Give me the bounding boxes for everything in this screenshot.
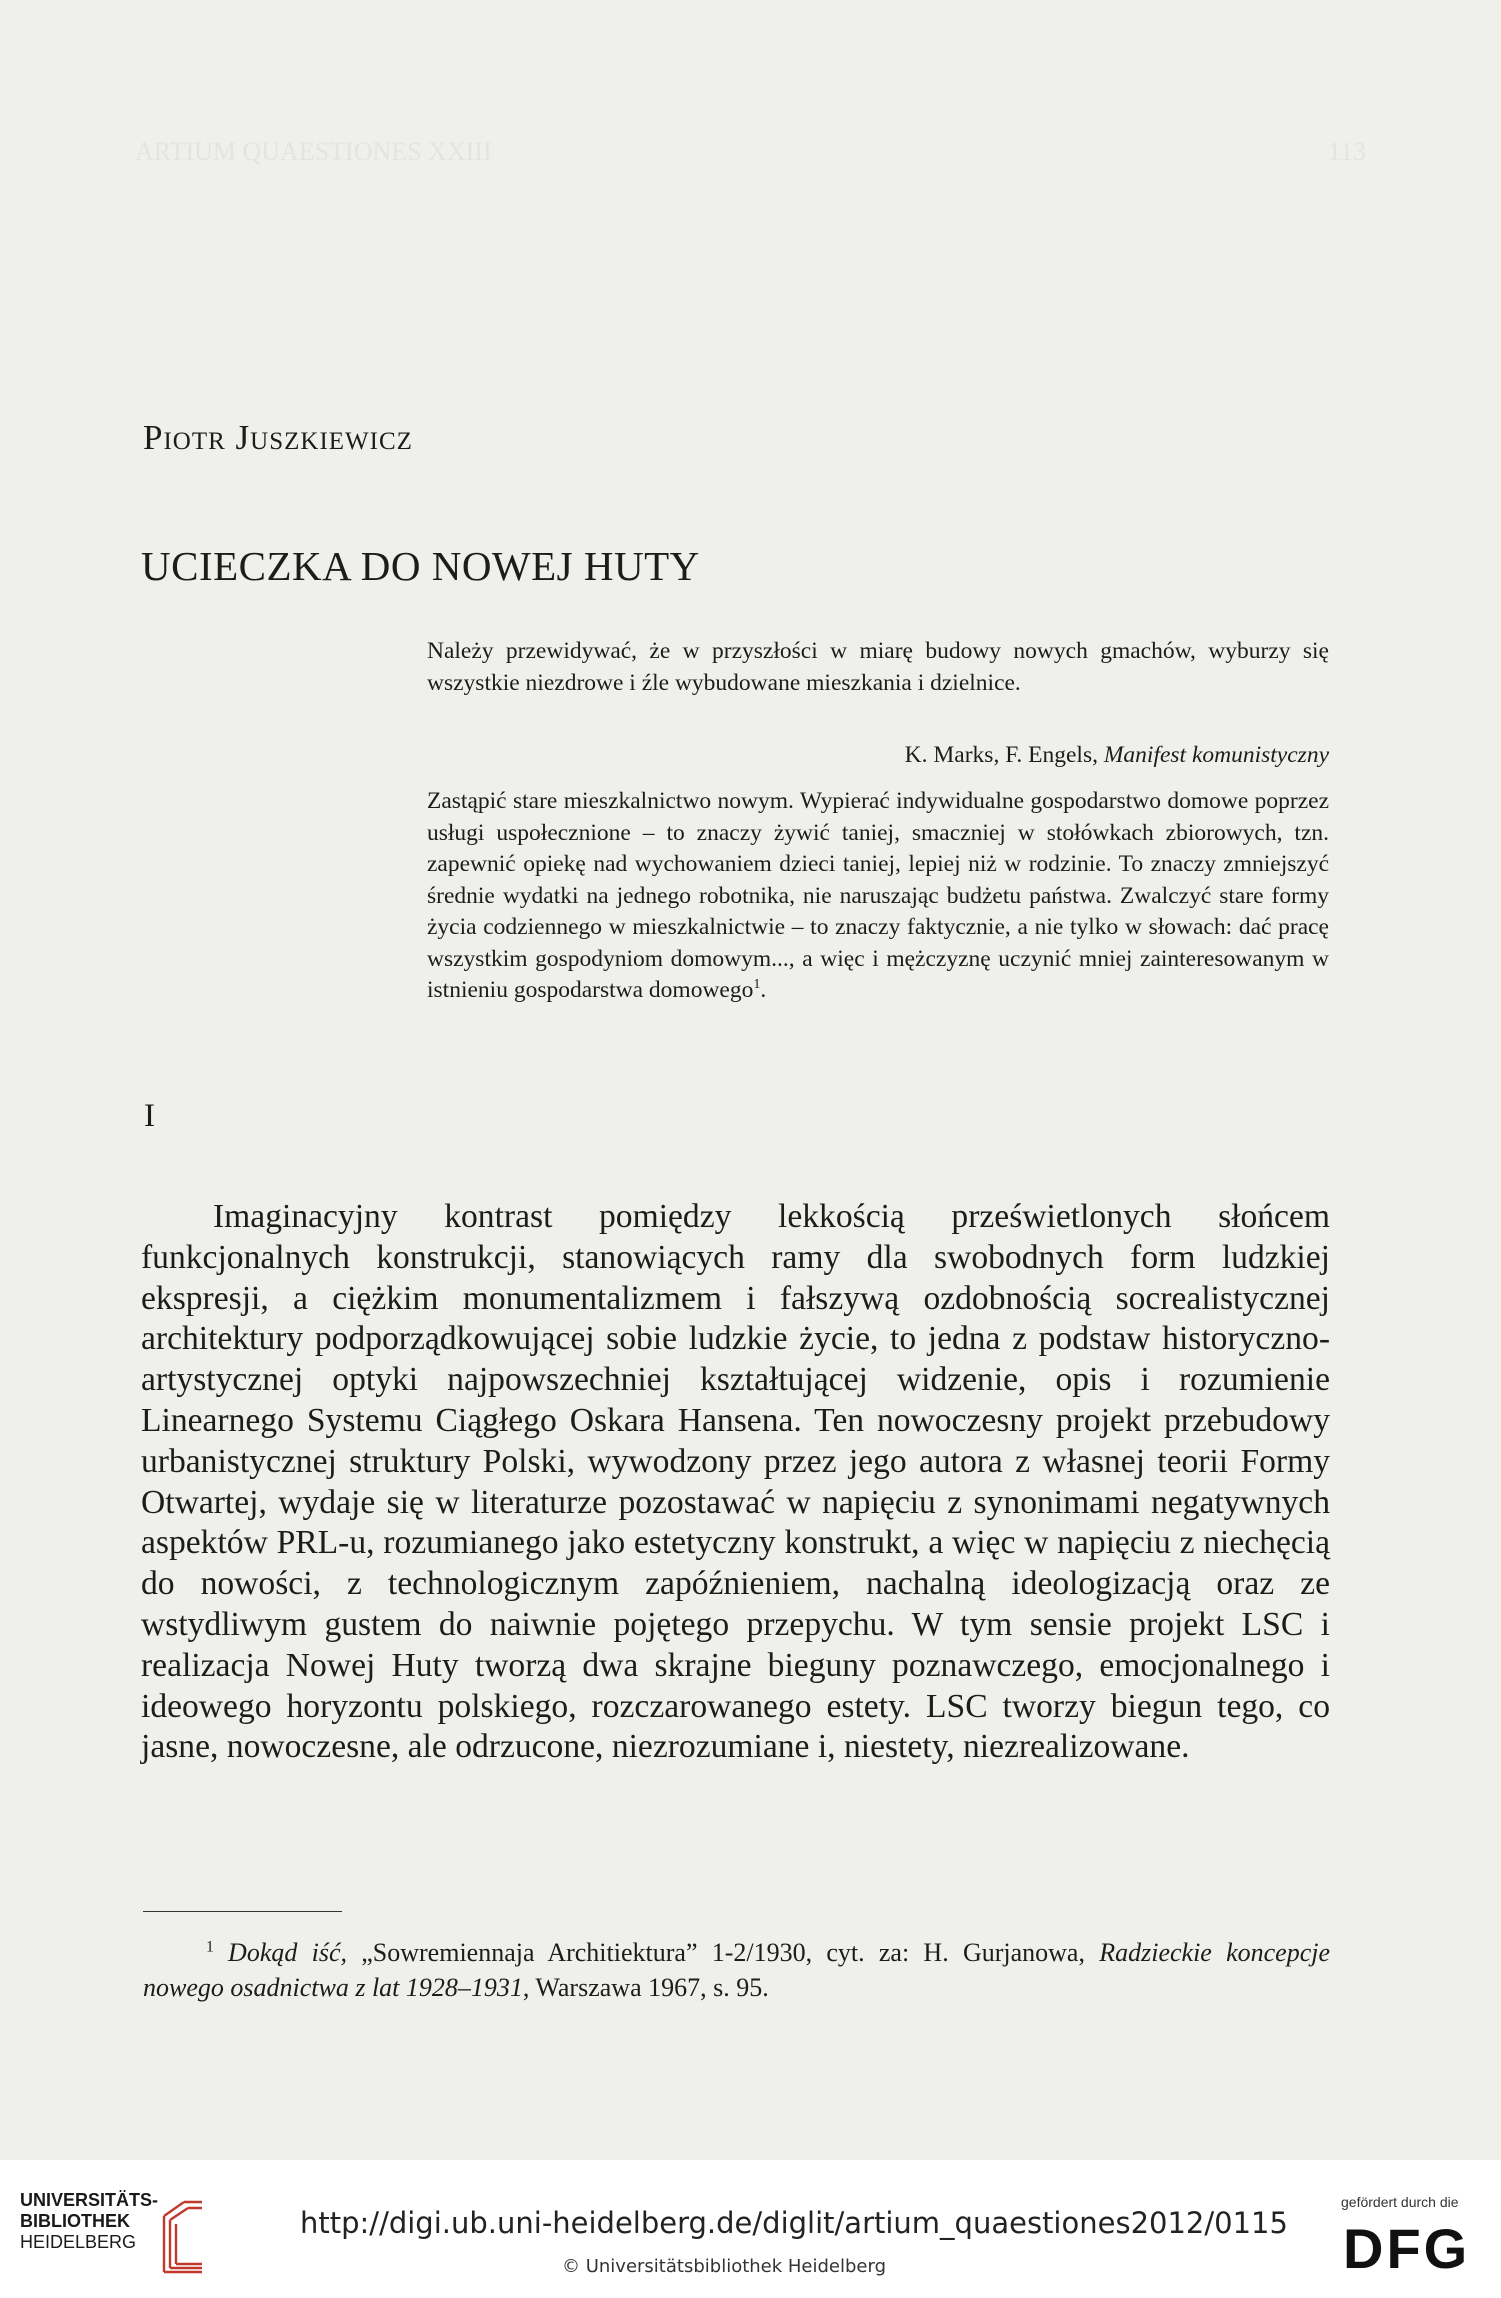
dfg-logo[interactable]: DFG	[1343, 2217, 1471, 2280]
motto-attribution	[905, 742, 1329, 769]
motto-quote-1: Należy przewidywać, że w przyszłości w miarę budowy nowych gmachów, wyburzy się wszystkie niezdrowe i źle wybudowane mieszkania i dzielnice.	[427, 638, 1329, 696]
body-paragraph: Imaginacyjny kontrast pomiędzy lekkością prześwietlonych słońcem funkcjonalnych konstrukcji, stanowiących ramy dla swobodnych form ludzkiej ekspresji, a ciężkim monumentalizmem i fałszywą ozdobnością socrealistycznej architektury podporządkowującej sobie ludzkie życie, to jedna z podstaw historyczno-artystycznej optyki najpowszechniej kształtującej widzenie, opis i rozumienie Linearnego Systemu Ciągłego Oskara Hansena. Ten nowoczesny projekt przebudowy urbanistycznej struktury Polski, wywodzony przez jego autora z własnej teorii Formy Otwartej, wydaje się w literaturze pozostawać w napięciu z synonimami negatywnych aspektów PRL-u, rozumianego jako estetyczny konstrukt, a więc w napięciu z niechęcią do nowości, z technologicznym zapóźnieniem, nachalną ideologizacją oraz ze wstydliwym gustem do naiwnie pojętego przepychu. W tym sensie projekt LSC i realizacja Nowej Huty tworzą dwa skrajne bieguny poznawczego, emocjonalnego i ideowego horyzontu polskiego, rozczarowanego estety. LSC tworzy biegun tego, co jasne, nowoczesne, ale odrzucone, niezrozumiane i, niestety, niezrealizowane.	[141, 1198, 1330, 1766]
library-name-line2: BIBLIOTHEK	[20, 2211, 130, 2231]
library-emblem-icon	[158, 2198, 206, 2276]
motto-attribution-work: Manifest komunistyczny	[1103, 742, 1329, 768]
footnote-separator	[143, 1911, 342, 1912]
footnote-book-title: Radzieckie koncepcje nowego osadnictwa z lat 1928–1931	[143, 1938, 1330, 2002]
motto-attribution-authors: K. Marks, F. Engels,	[904, 742, 1098, 768]
library-logo[interactable]	[20, 2190, 158, 2253]
footnote-reference: 1	[753, 976, 761, 993]
footnote	[143, 1935, 1330, 2005]
motto-quote-2-text: Zastąpić stare mieszkalnictwo nowym. Wypierać indywidualne gospodarstwo domowe poprzez usługi uspołecznione – to znaczy żywić taniej, smaczniej w stołówkach zbiorowych, tzn. zapewnić opiekę nad wychowaniem dzieci taniej, lepiej niż w rodzinie. To znaczy zmniejszyć średnie wydatki na jednego robotnika, nie naruszając budżetu państwa. Zwalczyć stare formy życia codziennego w mieszkalnictwie – to znaczy faktycznie, a nie tylko w słowach: dać pracę wszystkim gospodyniom domowym..., a więc i mężczyznę uczynić mniej zainteresowanym w istnieniu gospodarstwa domowego	[427, 788, 1329, 1003]
article-title: UCIECZKA DO NOWEJ HUTY	[141, 543, 700, 589]
footnote-text-1: „Sowremiennaja Architiektura” 1-2/1930, cyt. za: H. Gurjanowa,	[347, 1938, 1100, 1967]
copyright-notice: © Universitätsbibliothek Heidelberg	[562, 2256, 887, 2277]
motto-quote-2	[427, 786, 1329, 1007]
footnote-title: Dokąd iść,	[228, 1938, 347, 1967]
section-number: I	[144, 1098, 155, 1134]
library-name-line1: UNIVERSITÄTS-	[20, 2190, 159, 2210]
footnote-number: 1	[206, 1938, 214, 1956]
digitization-footer	[0, 2160, 1501, 2298]
funding-label: gefördert durch die	[1341, 2194, 1459, 2210]
library-name-line3: HEIDELBERG	[20, 2232, 137, 2252]
source-url-link[interactable]: http://digi.ub.uni-heidelberg.de/diglit/artium_quaestiones2012/0115	[300, 2206, 1288, 2240]
article-author: Piotr Juszkiewicz	[143, 418, 413, 457]
motto-quote-2-end: .	[760, 977, 767, 1003]
footnote-text-2: , Warszawa 1967, s. 95.	[522, 1973, 769, 2002]
bleed-through-header	[135, 128, 1366, 175]
bleed-through-page-number: 113	[1327, 137, 1366, 166]
bleed-through-running-head: ARTIUM QUAESTIONES XXIII	[135, 137, 492, 166]
